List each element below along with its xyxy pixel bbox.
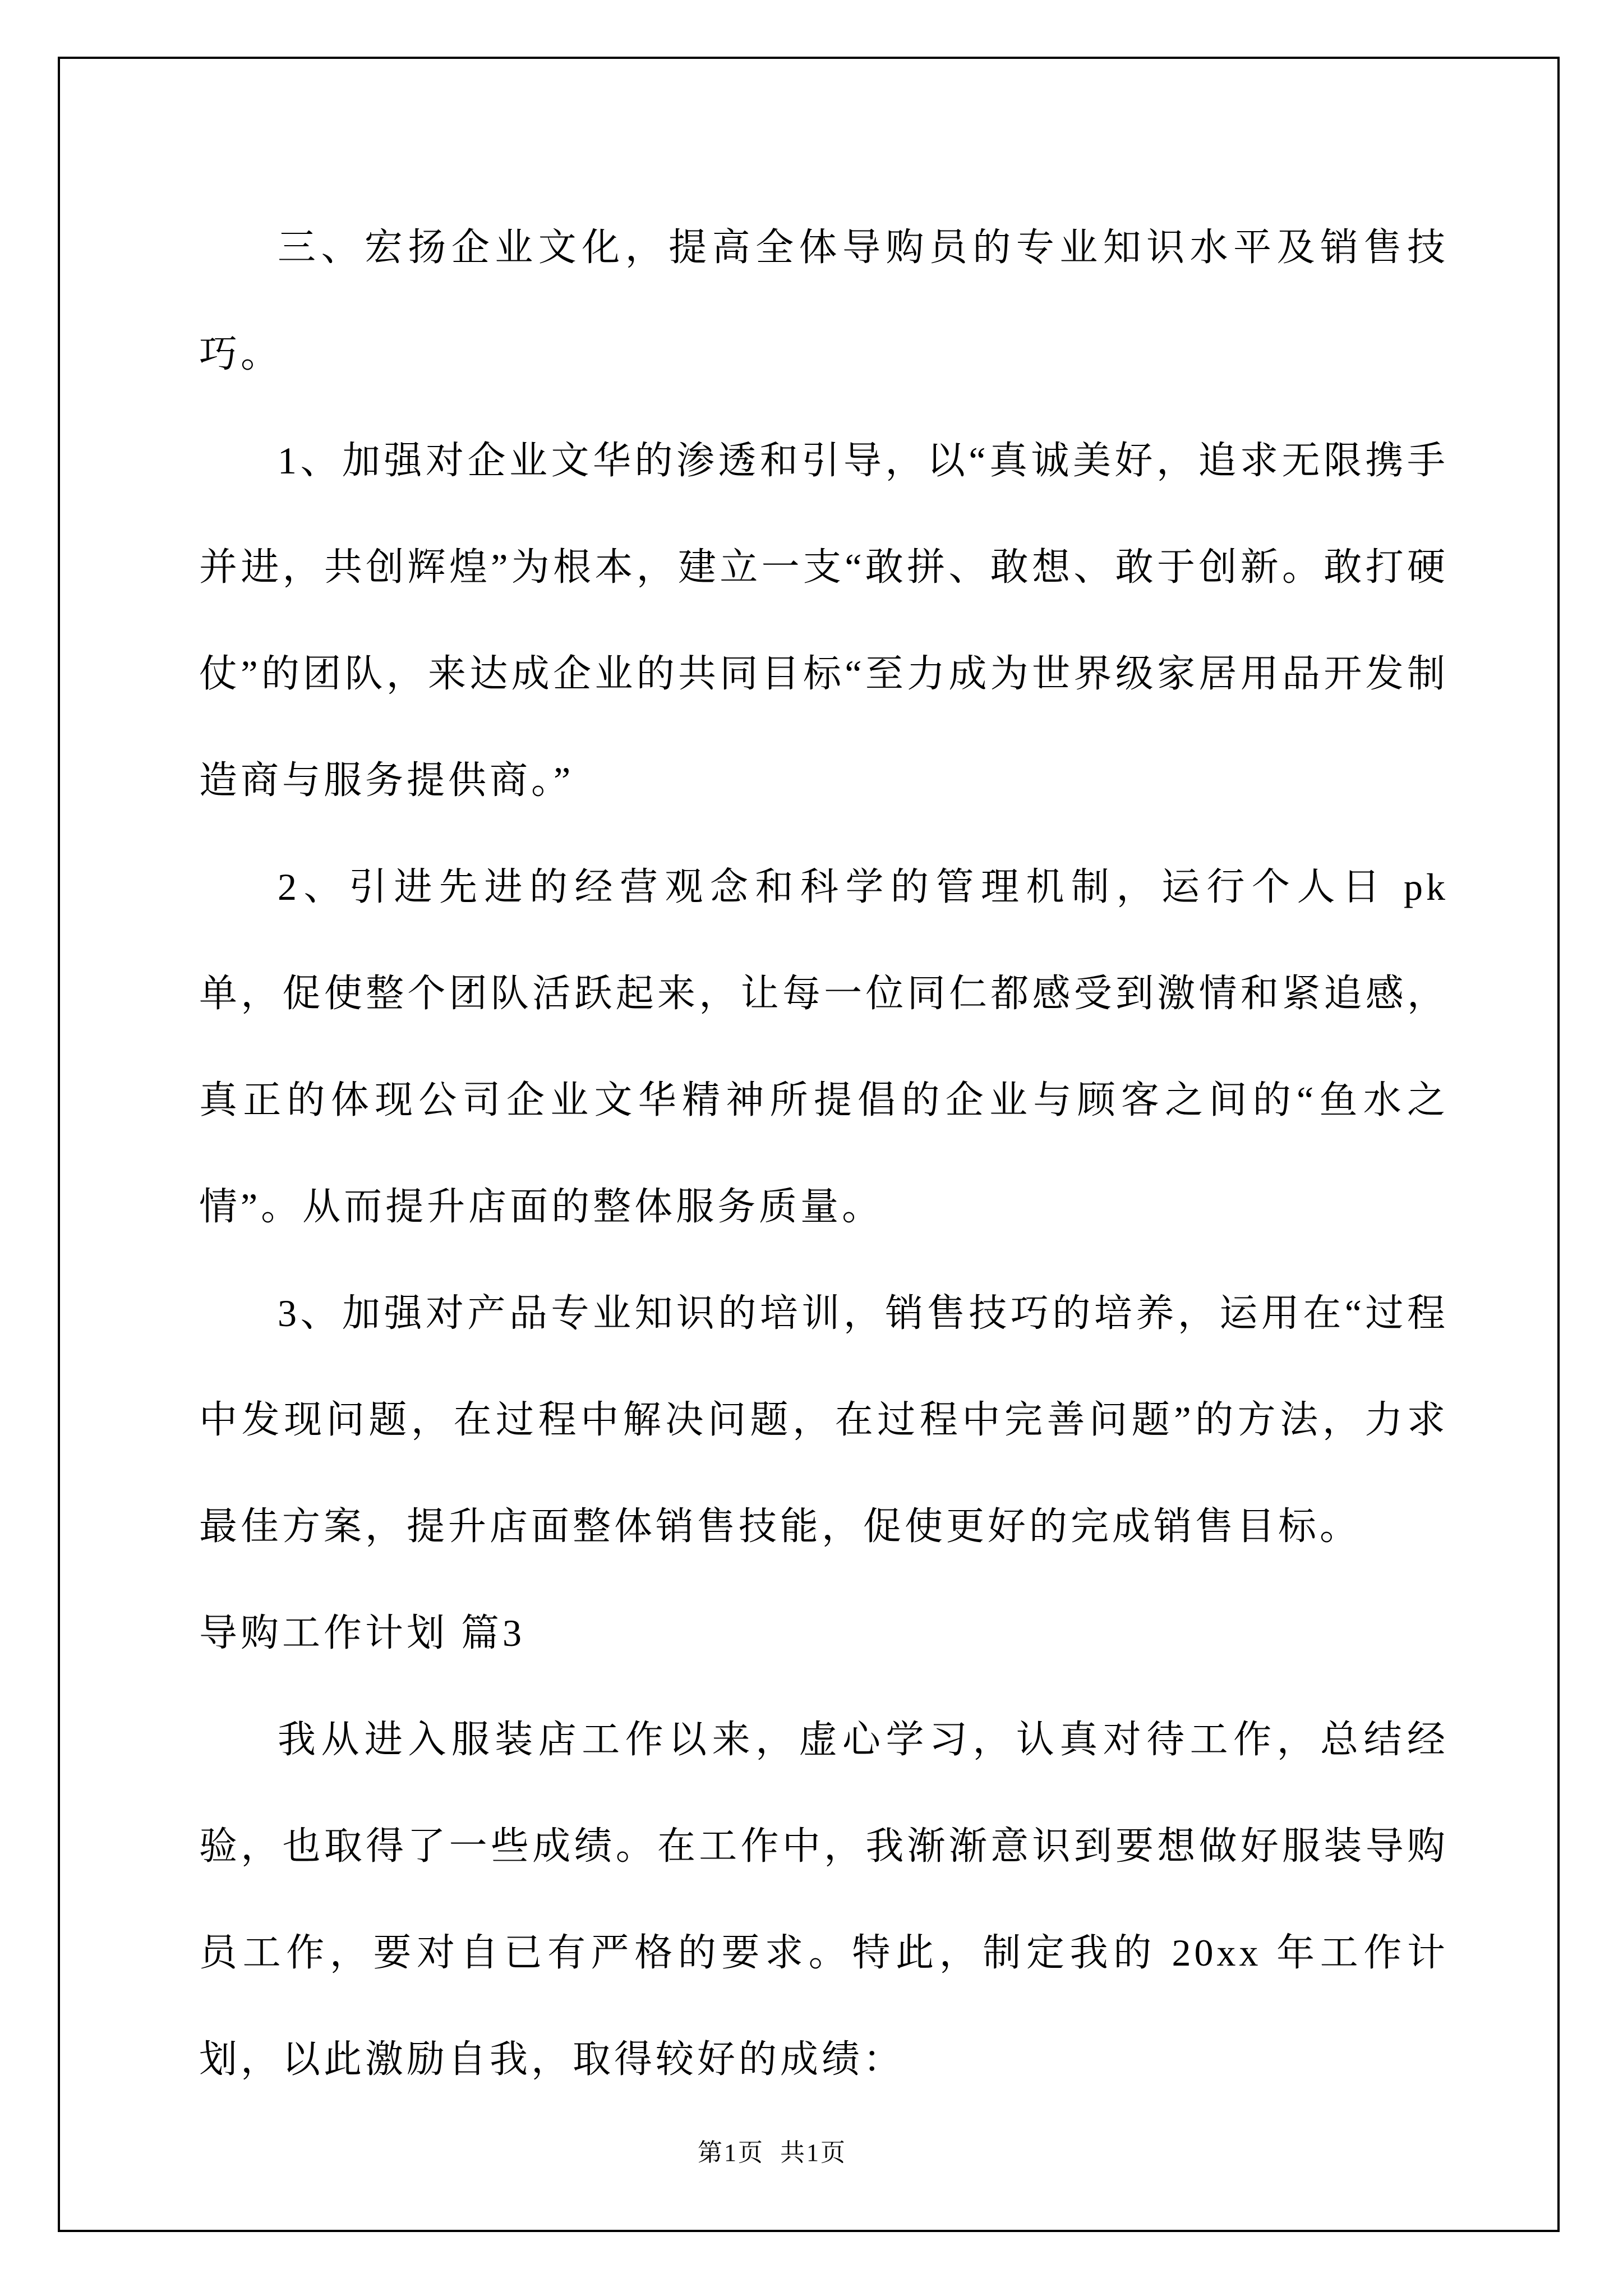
document-body — [199, 194, 1449, 2113]
paragraph: 三、宏扬企业文化，提高全体导购员的专业知识水平及销售技巧。 — [199, 226, 1449, 375]
page-footer — [24, 2132, 1521, 2168]
page-border-frame — [58, 57, 1560, 2232]
paragraph: 我从进入服装店工作以来，虚心学习，认真对待工作，总结经验，也取得了一些成绩。在工作中，我渐渐意识到要想做好服装导购员工作，要对自已有严格的要求。特此，制定我的 20xx 年工作计划，以此激励自我，取得较好的成绩： — [199, 1718, 1449, 2081]
page-number-label: 第1页 共1页 — [698, 2139, 847, 2166]
paragraph: 2、引进先进的经营观念和科学的管理机制，运行个人日 pk 单，促使整个团队活跃起来，让每一位同仁都感受到激情和紧追感，真正的体现公司企业文华精神所提倡的企业与顾客之间的“鱼水之情”。从而提升店面的整体服务质量。 — [199, 866, 1449, 1228]
paragraph: 3、加强对产品专业知识的培训，销售技巧的培养，运用在“过程中发现问题，在过程中解决问题，在过程中完善问题”的方法，力求最佳方案，提升店面整体销售技能，促使更好的完成销售目标。 — [199, 1292, 1449, 1548]
paragraph: 1、加强对企业文华的渗透和引导，以“真诚美好，追求无限携手并进，共创辉煌”为根本，建立一支“敢拼、敢想、敢于创新。敢打硬仗”的团队，来达成企业的共同目标“至力成为世界级家居用品开发制造商与服务提供商。” — [199, 439, 1449, 802]
paragraph: 导购工作计划 篇3 — [199, 1612, 525, 1654]
